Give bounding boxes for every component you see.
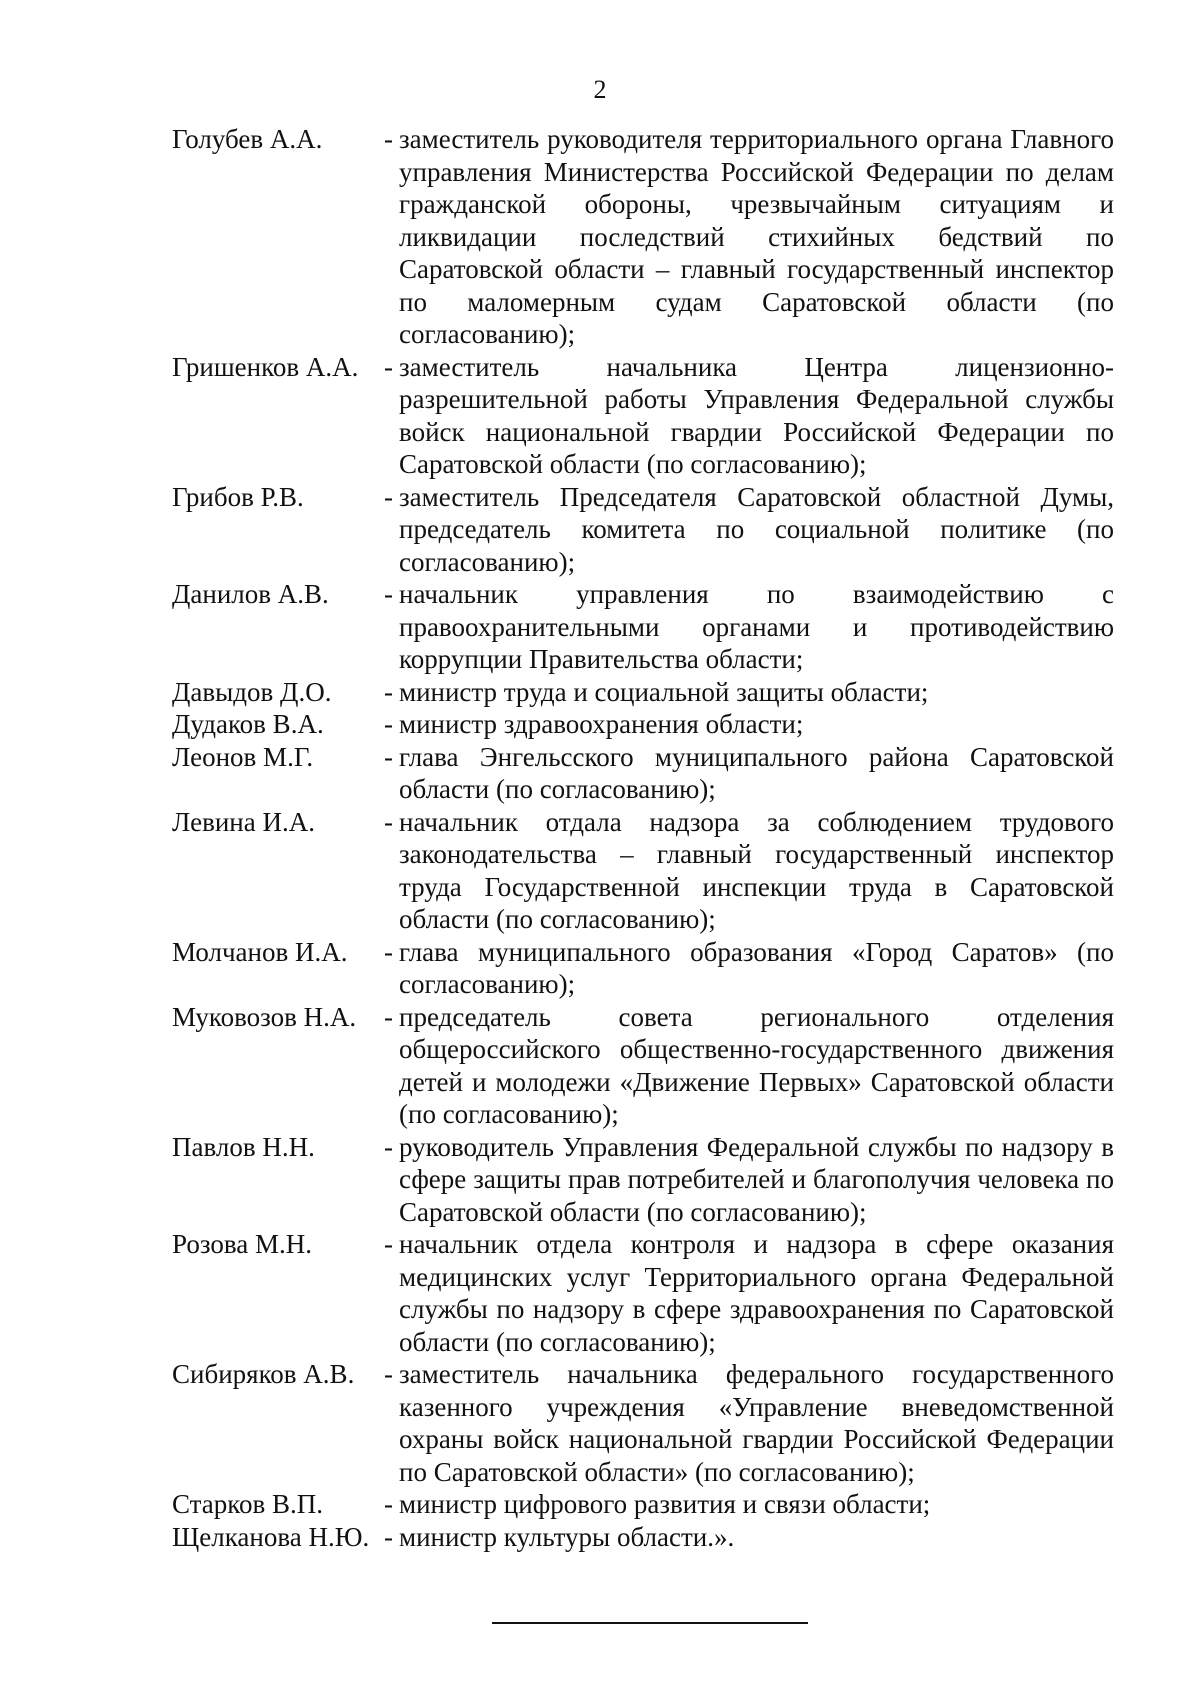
member-role-text: руководитель Управления Федеральной службы по надзору в сфере защиты прав потребителей и благополучия человека по Саратовской области (по согласованию);	[399, 1131, 1114, 1227]
member-role	[384, 578, 1114, 676]
member-name: Розова М.Н.	[172, 1229, 312, 1259]
member-name: Молчанов И.А.	[172, 936, 348, 967]
dash: -	[384, 1359, 393, 1389]
list-item	[172, 1521, 1132, 1554]
list-item	[172, 1358, 1132, 1488]
list-item	[172, 578, 1132, 676]
member-name: Левина И.А.	[172, 806, 315, 837]
dash: -	[384, 351, 393, 382]
member-name: Дудаков В.А.	[172, 709, 324, 739]
dash: -	[384, 709, 393, 739]
dash: -	[384, 1131, 393, 1162]
member-name: Давыдов Д.О.	[172, 676, 332, 707]
list-item	[172, 481, 1132, 579]
dash: -	[384, 936, 393, 967]
member-role	[384, 708, 1114, 741]
member-role-text: начальник отдала надзора за соблюдением трудового законодательства – главный государственный инспектор труда Государственной инспекции труда в Саратовской области (по согласованию);	[399, 806, 1114, 934]
dash: -	[384, 481, 393, 512]
member-name: Павлов Н.Н.	[172, 1131, 315, 1162]
member-role-text: министр труда и социальной защиты области;	[399, 676, 929, 707]
member-role	[384, 1131, 1114, 1229]
member-role-text: председатель совета регионального отделения общероссийского общественно-государственного движения детей и молодежи «Движение Первых» Саратовской области (по согласованию);	[399, 1001, 1114, 1129]
member-name: Леонов М.Г.	[172, 741, 314, 772]
member-role-text: глава муниципального образования «Город Саратов» (по согласованию);	[399, 936, 1114, 999]
member-role	[384, 1521, 1114, 1554]
dash: -	[384, 676, 393, 707]
list-item	[172, 1001, 1132, 1131]
member-role	[384, 481, 1114, 579]
member-role-text: глава Энгельсского муниципального района Саратовской области (по согласованию);	[399, 741, 1114, 804]
list-item	[172, 806, 1132, 936]
member-role-text: начальник управления по взаимодействию с правоохранительными органами и противодействию коррупции Правительства области;	[399, 579, 1114, 674]
dash: -	[384, 741, 393, 772]
closing-rule	[492, 1622, 808, 1624]
members-list	[172, 123, 1132, 1553]
list-item	[172, 676, 1132, 709]
member-role	[384, 1001, 1114, 1131]
list-item	[172, 936, 1132, 1001]
member-name: Данилов А.В.	[172, 579, 329, 609]
member-role-text: министр цифрового развития и связи области;	[399, 1489, 931, 1519]
member-role	[384, 936, 1114, 1001]
dash: -	[384, 1489, 393, 1519]
member-name: Сибиряков А.В.	[172, 1359, 355, 1389]
member-role	[384, 1488, 1114, 1521]
member-role-text: заместитель Председателя Саратовской областной Думы, председатель комитета по социальной политике (по согласованию);	[399, 481, 1114, 577]
member-role	[384, 741, 1114, 806]
member-role	[384, 123, 1114, 351]
member-role-text: заместитель начальника Центра лицензионно-разрешительной работы Управления Федеральной службы войск национальной гвардии Российской Федерации по Саратовской области (по согласованию);	[399, 351, 1114, 479]
list-item	[172, 1131, 1132, 1229]
dash: -	[384, 1521, 393, 1552]
list-item	[172, 741, 1132, 806]
list-item	[172, 708, 1132, 741]
list-item	[172, 123, 1132, 351]
member-role	[384, 1228, 1114, 1358]
dash: -	[384, 1229, 393, 1259]
member-role	[384, 351, 1114, 481]
member-role	[384, 676, 1114, 709]
dash: -	[384, 124, 393, 154]
list-item	[172, 351, 1132, 481]
member-role-text: заместитель начальника федерального государственного казенного учреждения «Управление вневедомственной охраны войск национальной гвардии Российской Федерации по Саратовской области» (по согласованию);	[399, 1359, 1114, 1487]
list-item	[172, 1228, 1132, 1358]
member-role	[384, 806, 1114, 936]
member-role-text: заместитель руководителя территориального органа Главного управления Министерства Российской Федерации по делам гражданской обороны, чрезвычайным ситуациям и ликвидации последствий стихийных бедствий по Саратовской области – главный государственный инспектор по маломерным судам Саратовской области (по согласованию);	[399, 124, 1114, 349]
member-name: Грибов Р.В.	[172, 481, 304, 512]
member-name: Голубев А.А.	[172, 124, 323, 154]
member-role-text: министр здравоохранения области;	[399, 709, 804, 739]
list-item	[172, 1488, 1132, 1521]
member-name: Щелканова Н.Ю.	[172, 1521, 370, 1552]
member-role-text: министр культуры области.».	[399, 1521, 735, 1552]
member-role-text: начальник отдела контроля и надзора в сфере оказания медицинских услуг Территориального органа Федеральной службы по надзору в сфере здравоохранения по Саратовской области (по согласованию);	[399, 1229, 1114, 1357]
member-name: Старков В.П.	[172, 1489, 324, 1519]
dash: -	[384, 806, 393, 837]
member-role	[384, 1358, 1114, 1488]
dash: -	[384, 579, 393, 609]
page-number: 2	[593, 75, 607, 104]
member-name: Муковозов Н.А.	[172, 1001, 357, 1032]
member-name: Гришенков А.А.	[172, 351, 359, 382]
dash: -	[384, 1001, 393, 1032]
